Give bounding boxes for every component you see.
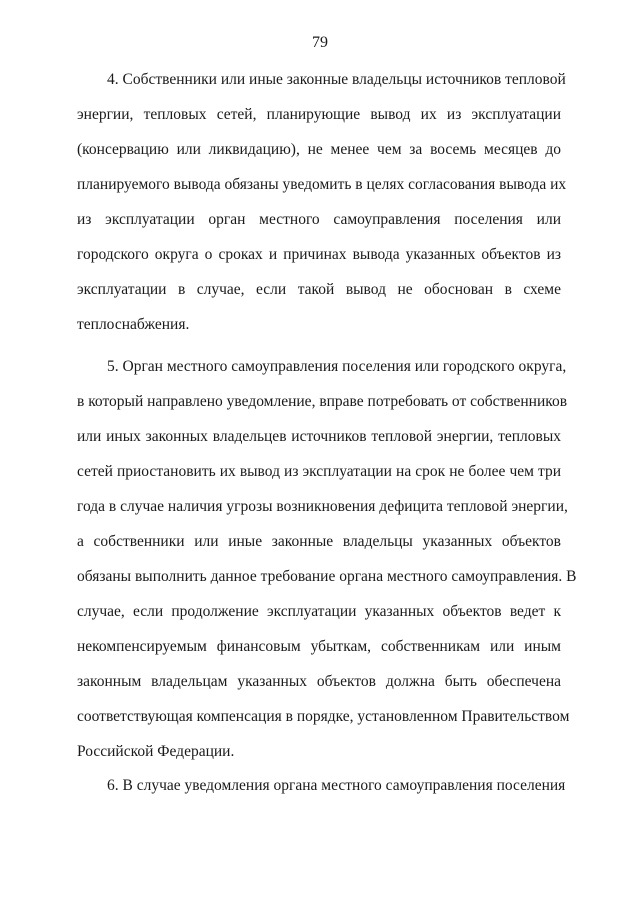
paragraph-4-line-5: из эксплуатации орган местного самоуправления поселения или [77, 211, 561, 228]
paragraph-6-line-1: 6. В случае уведомления органа местного самоуправления поселения [107, 777, 566, 794]
paragraph-4-line-4: планируемого вывода обязаны уведомить в целях согласования вывода их [77, 176, 567, 193]
paragraph-5-line-6: а собственники или иные законные владельцы указанных объектов [77, 533, 561, 550]
page-number: 79 [312, 34, 328, 51]
paragraph-4-line-1: 4. Собственники или иные законные владельцы источников тепловой [107, 71, 566, 88]
paragraph-4-line-2: энергии, тепловых сетей, планирующие вывод их из эксплуатации [77, 106, 561, 123]
paragraph-5-line-7: обязаны выполнить данное требование органа местного самоуправления. В [77, 568, 577, 585]
paragraph-5-line-12: Российской Федерации. [77, 743, 235, 760]
paragraph-5-line-11: соответствующая компенсация в порядке, установленном Правительством [77, 708, 570, 725]
paragraph-5-line-5: года в случае наличия угрозы возникновения дефицита тепловой энергии, [77, 498, 568, 515]
paragraph-5-line-4: сетей приостановить их вывод из эксплуатации на срок не более чем три [77, 463, 561, 480]
paragraph-4-line-3: (консервацию или ликвидацию), не менее чем за восемь месяцев до [77, 141, 561, 158]
paragraph-5-line-1: 5. Орган местного самоуправления поселения или городского округа, [107, 358, 567, 375]
paragraph-5-line-2: в который направлено уведомление, вправе потребовать от собственников [77, 393, 568, 410]
paragraph-5-line-8: случае, если продолжение эксплуатации указанных объектов ведет к [77, 603, 561, 620]
paragraph-4-line-7: эксплуатации в случае, если такой вывод не обоснован в схеме [77, 281, 561, 298]
paragraph-5-line-9: некомпенсируемым финансовым убыткам, собственникам или иным [77, 638, 561, 655]
paragraph-4-line-8: теплоснабжения. [77, 316, 190, 333]
paragraph-5-line-10: законным владельцам указанных объектов должна быть обеспечена [77, 673, 561, 690]
paragraph-4-line-6: городского округа о сроках и причинах вывода указанных объектов из [77, 246, 561, 263]
paragraph-5-line-3: или иных законных владельцев источников тепловой энергии, тепловых [77, 428, 561, 445]
